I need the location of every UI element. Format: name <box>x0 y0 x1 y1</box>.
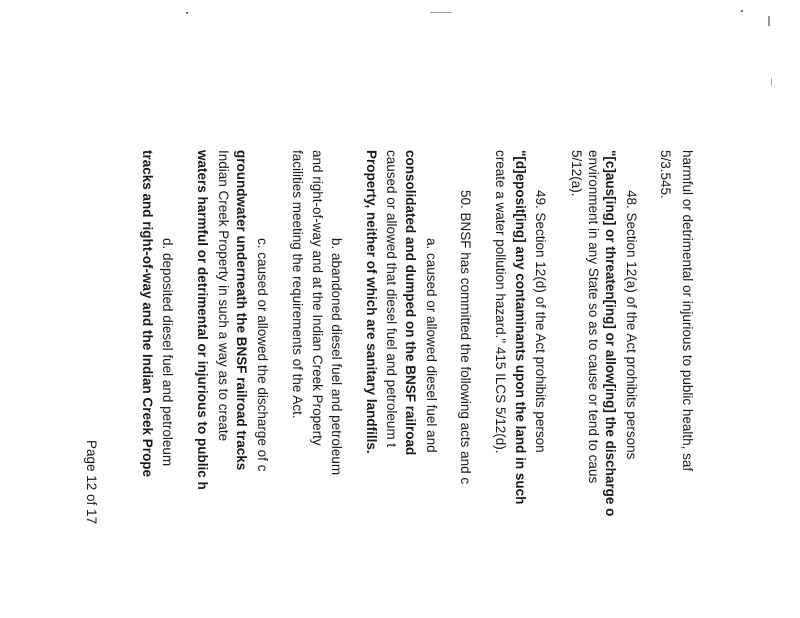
body-line: 48. Section 12(a) of the Act prohibits persons <box>624 190 639 460</box>
scan-speck <box>768 16 770 26</box>
scan-speck <box>430 12 452 13</box>
body-line: c. caused or allowed the discharge of c <box>255 238 270 472</box>
scan-speck <box>771 78 772 86</box>
body-line: a. caused or allowed diesel fuel and <box>424 238 439 453</box>
body-line: 49. Section 12(d) of the Act prohibits person <box>533 190 548 453</box>
body-line: groundwater underneath the BNSF railroad tracks <box>234 150 249 471</box>
body-line: 5/12(a). <box>569 150 584 197</box>
page-number: Page 12 of 17 <box>84 440 99 525</box>
body-line: Indian Creek Property in such a way as to create <box>216 150 231 442</box>
scan-speck <box>741 10 743 12</box>
body-line: create a water pollution hazard." 415 ILCS 5/12(d). <box>493 150 508 454</box>
body-line: harmful or detrimental or injurious to public health, saf <box>680 150 695 472</box>
body-line: "[c]aus[ing] or threaten[ing] or allow[ing] the discharge o <box>603 150 618 517</box>
body-line: Property, neither of which are sanitary landfills. <box>364 150 379 454</box>
scan-speck <box>186 12 188 14</box>
body-line: facilities meeting the requirements of the Act. <box>290 150 305 419</box>
body-line: tracks and right-of-way and the Indian Creek Prope <box>140 150 155 478</box>
body-line: and right-of-way and at the Indian Creek Property <box>310 150 325 446</box>
body-line: 5/3.545. <box>658 150 673 199</box>
body-line: 50. BNSF has committed the following acts and c <box>458 190 473 485</box>
body-line: b. abandoned diesel fuel and petroleum <box>329 238 344 476</box>
body-line: caused or allowed that diesel fuel and petroleum t <box>384 150 399 448</box>
body-line: waters harmful or detrimental or injurious to public h <box>195 150 210 490</box>
body-line: d. deposited diesel fuel and petroleum <box>160 238 175 467</box>
body-line: "[d]eposit[ing] any contaminants upon the land in such <box>513 150 528 505</box>
body-line: consolidated and dumped on the BNSF railroad <box>403 150 418 456</box>
body-line: environment in any State so as to cause or tend to caus <box>586 150 601 484</box>
